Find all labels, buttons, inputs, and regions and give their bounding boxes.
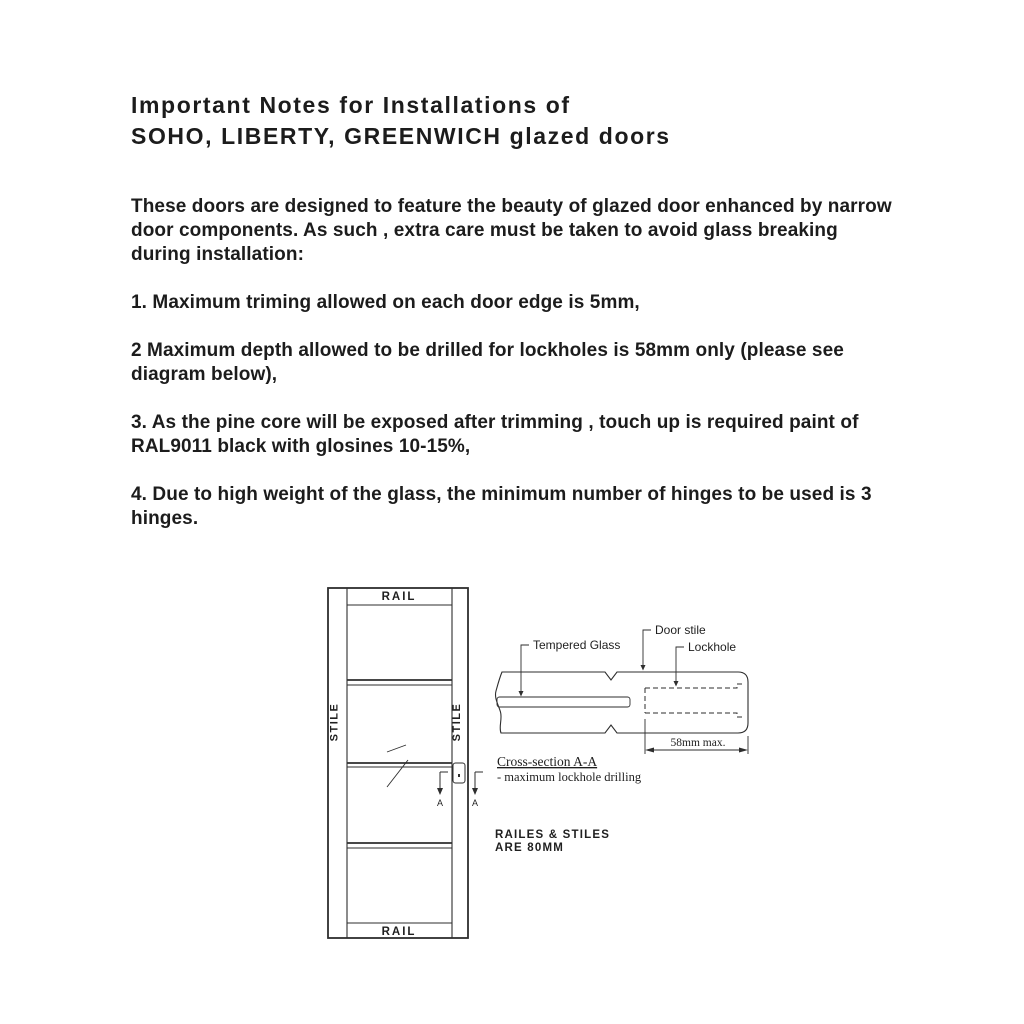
cross-section-outline xyxy=(495,672,748,733)
rails-stiles-note xyxy=(495,829,610,854)
note-item-2: 2 Maximum depth allowed to be drilled for lockholes is 58mm only (please see diagram below), xyxy=(131,340,844,385)
mid-rail-1 xyxy=(347,680,452,685)
intro-paragraph: These doors are designed to feature the beauty of glazed door enhanced by narrow door components. As such , extra care must be taken to avoid glass breaking during installation: xyxy=(131,196,892,265)
dimension-58mm-text: 58mm max. xyxy=(670,737,726,749)
rails-stiles-note-line1: RAILES & STILES xyxy=(495,829,611,841)
note-item-1: 1. Maximum triming allowed on each door edge is 5mm, xyxy=(131,292,640,313)
section-marker-right xyxy=(472,772,483,808)
page-title-line2: SOHO, LIBERTY, GREENWICH glazed doors xyxy=(131,123,671,149)
rail-top-label: RAIL xyxy=(381,591,417,603)
tempered-glass-leader xyxy=(519,645,530,697)
door-elevation xyxy=(328,588,483,938)
note-item-3: 3. As the pine core will be exposed after trimming , touch up is required paint of RAL9011 black with glosines 10-15%, xyxy=(131,412,859,457)
note-item-4: 4. Due to high weight of the glass, the minimum number of hinges to be used is 3 hinges. xyxy=(131,484,872,529)
lockhole-dashed-profile xyxy=(645,684,743,717)
door-stile-leader xyxy=(641,630,652,671)
stile-left-label: STILE xyxy=(328,702,341,742)
mid-rail-3 xyxy=(347,843,452,848)
cross-section-subcaption: - maximum lockhole drilling xyxy=(497,770,642,784)
door-lockhole xyxy=(453,763,465,783)
page-title xyxy=(131,90,899,152)
cross-section xyxy=(495,623,748,784)
cross-section-caption: Cross-section A-A xyxy=(497,754,598,769)
rail-bottom-label: RAIL xyxy=(381,926,417,938)
lockhole-leader xyxy=(674,647,685,687)
door-stile-label: Door stile xyxy=(655,623,706,637)
document-body xyxy=(131,90,899,531)
section-letter-a-right: A xyxy=(471,798,479,808)
section-marker-left xyxy=(437,772,448,808)
tempered-glass-label: Tempered Glass xyxy=(533,638,621,652)
section-letter-a-left: A xyxy=(436,798,444,808)
installation-diagram xyxy=(320,580,790,980)
stile-right-label: STILE xyxy=(451,702,463,742)
dimension-58mm xyxy=(645,719,748,754)
lockhole-label: Lockhole xyxy=(688,640,737,654)
glass-marks xyxy=(387,745,408,787)
page-title-line1: Important Notes for Installations of xyxy=(131,92,571,118)
tempered-glass-strip xyxy=(497,697,630,707)
mid-rail-2 xyxy=(347,763,452,767)
rails-stiles-note-line2: ARE 80MM xyxy=(495,842,565,854)
